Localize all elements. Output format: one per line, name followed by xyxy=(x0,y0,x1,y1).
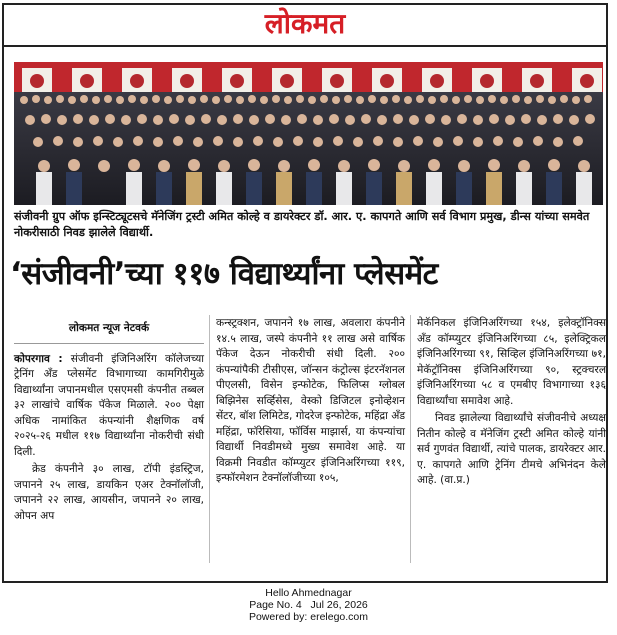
page-number: Page No. 4 xyxy=(249,599,302,611)
page-footer xyxy=(0,587,617,623)
masthead xyxy=(2,3,608,47)
column-divider xyxy=(410,315,411,563)
dateline: कोपरगाव : xyxy=(14,352,63,365)
page-info xyxy=(0,599,617,611)
group-photo-image xyxy=(14,62,603,205)
byline: लोकमत न्यूज नेटवर्क xyxy=(14,321,204,344)
article-column-1 xyxy=(14,315,204,524)
article-headline: ‘संजीवनी’च्या ११७ विद्यार्थ्यांना प्लेसमेंट xyxy=(10,256,438,292)
article-paragraph-1-text: संजीवनी इंजिनिअरिंग कॉलेजच्या ट्रेनिंग अँड प्लेसमेंट विभागाच्या कामगिरीमुळे विद्यार्थ्यांना जपानमधील एसएमसी कंपनीत तब्बल ३२ लाखांचे वार्षिक पॅकेज मिळाले. २०० पेक्षा अधिक नामांकित कंपन्यांनी शैक्षणिक वर्ष २०२५-२६ मधील ११७ विद्यार्थ्यांना नोकरीची संधी दिली. xyxy=(14,352,204,458)
article-column-2 xyxy=(216,316,405,489)
article-paragraph-5: निवड झालेल्या विद्यार्थ्यांचे संजीवनीचे अध्यक्ष नितीन कोल्हे व मॅनेजिंग ट्रस्टी अमित कोल्हे यांनी सर्व गुणवंत विद्यार्थी, त्यांचे पालक, डायरेक्टर आर. ए. कापगते आणि ट्रेनिंग टीमचे अभिनंदन केले आहे. (वा.प्र.) xyxy=(417,412,606,486)
article-paragraph-4: मेकॅनिकल इंजिनिअरिंगच्या १५४, इलेक्ट्रॉनिक्स अँड कॉम्प्युटर इंजिनिअरिंगच्या ८५, इलेक्ट्रिकल इंजिनिअरिंगच्या ९१, सिव्हिल इंजिनिअरिंगच्या ७१, मेकॅट्रॉनिक्स इंजिनिअरिंगच्या ९०, स्ट्रक्चरल इंजिनिअरिंगच्या ५८ व एमबीए विभागाच्या १३६ विद्यार्थ्यांचा समावेश आहे. xyxy=(417,317,606,407)
article-column-3 xyxy=(417,316,606,489)
article-paragraph-1 xyxy=(14,352,204,461)
group-photo xyxy=(14,62,603,205)
photo-caption: संजीवनी ग्रुप ऑफ इन्स्टिट्यूटसचे मॅनेजिंग ट्रस्टी अमित कोल्हे व डायरेक्टर डॉ. आर. ए. कापगते आणि सर्व विभाग प्रमुख, डीन्स यांच्या समवेत नोकरीसाठी निवड झालेले विद्यार्थी. xyxy=(14,210,590,239)
article-paragraph-2: क्रेड कंपनीने ३० लाख, टॉपी इंडस्ट्रिज, जपानने २५ लाख, डायकिन एअर टेक्नॉलॉजी, जपानने २२ लाख, आयसीन, जपानने २० लाख, ओपन अप xyxy=(14,463,204,522)
column-divider xyxy=(209,315,210,563)
page-date: Jul 26, 2026 xyxy=(310,599,368,611)
edition-name: Hello Ahmednagar xyxy=(265,587,352,599)
article-paragraph-3: कन्स्ट्रक्शन, जपानने १७ लाख, अवलारा कंपनीने १४.५ लाख, जस्पे कंपनीने ११ लाख असे वार्षिक पॅकेज देऊन नोकरीची संधी दिली. २०० कंपन्यांपैकी टीसीएस, जॉन्सन कंट्रोल्स इंटरनॅशनल पीएलसी, विसेन इन्फोटेक, फिलिप्स ग्लोबल बिझिनेस सर्व्हिसेस, वेस्को डिजिटल इनोव्हेशन सेंटर, बॉश लिमिटेड, गोदरेज इन्फोटेक, महिंद्रा अँड महिंद्रा, फॉरेसिया, फॉर्विस माझार्स, या कंपन्यांचा विद्यार्थी निवडीमध्ये मुख्य समावेश आहे. या विक्रमी निवडीत कॉम्प्युटर इंजिनिअरिंगच्या ११९, इन्फॉरमेशन टेक्नॉलॉजीच्या १०५, xyxy=(216,317,405,484)
lokmat-logo: लोकमत xyxy=(264,7,346,40)
powered-by-link[interactable]: Powered by: erelego.com xyxy=(248,611,369,623)
